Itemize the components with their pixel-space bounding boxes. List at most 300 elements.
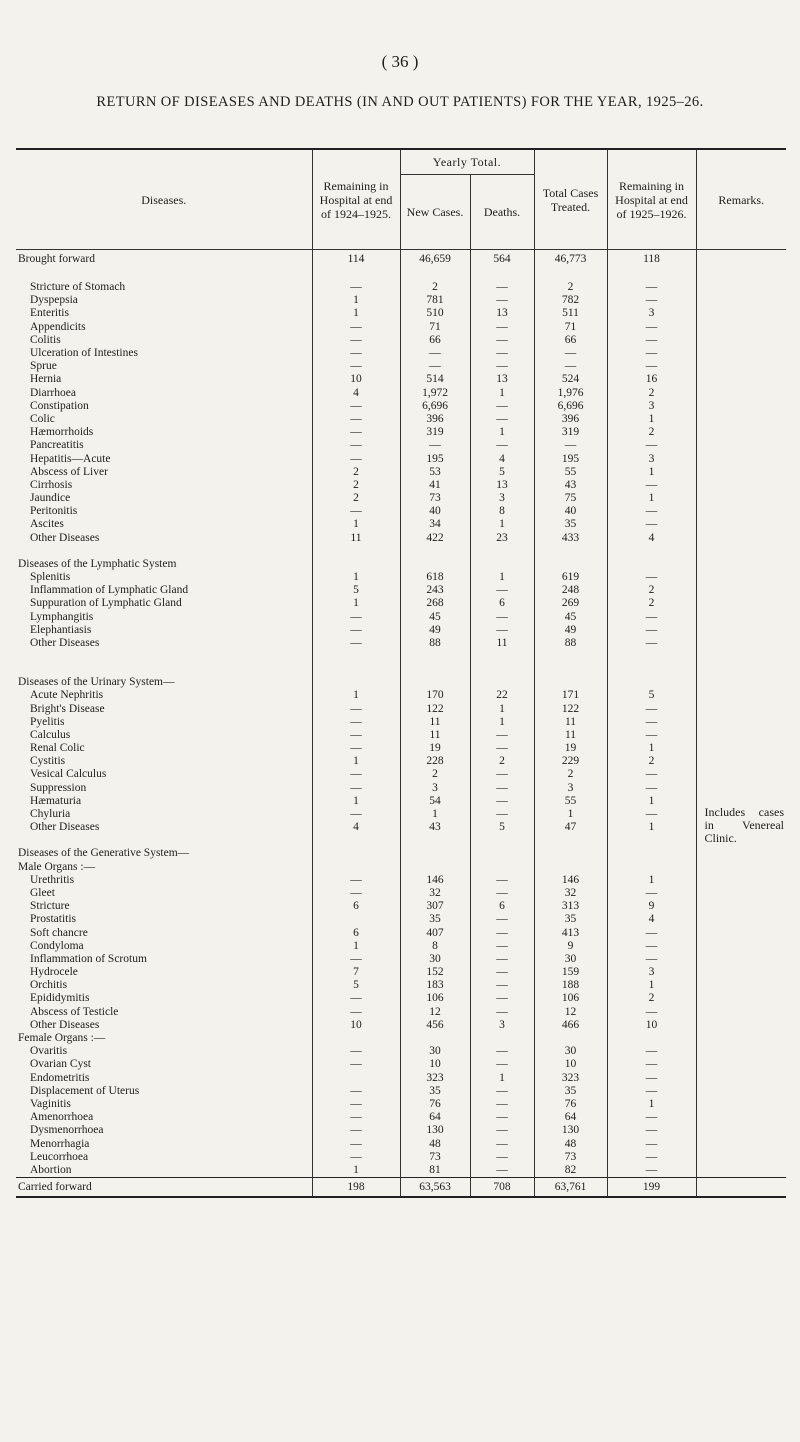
col-header-yearly-total: Yearly Total. xyxy=(400,149,534,175)
remaining-end-cell: 4 xyxy=(607,532,696,545)
carried-forward-total: 63,761 xyxy=(534,1178,607,1198)
disease-name: Suppression xyxy=(30,781,87,794)
spacer-row xyxy=(16,663,786,676)
disease-name: Other Diseases xyxy=(30,636,100,649)
remaining-end-cell: — xyxy=(607,1085,696,1098)
remaining-cell xyxy=(312,650,400,663)
remaining-end-cell: 2 xyxy=(607,992,696,1005)
deaths-cell: — xyxy=(470,1111,534,1124)
remaining-cell: 6 xyxy=(312,900,400,913)
total-cell xyxy=(534,1032,607,1045)
deaths-cell xyxy=(470,861,534,874)
deaths-cell: — xyxy=(470,1006,534,1019)
remaining-end-cell: — xyxy=(607,1058,696,1071)
total-cell: 619 xyxy=(534,571,607,584)
table-row xyxy=(16,966,786,979)
carried-forward-remarks xyxy=(696,1178,786,1198)
new-cases-cell: 514 xyxy=(400,373,470,386)
remaining-end-cell: 2 xyxy=(607,597,696,610)
remaining-end-cell: — xyxy=(607,953,696,966)
remaining-end-cell: 3 xyxy=(607,452,696,465)
brought-forward-total: 46,773 xyxy=(534,250,607,269)
total-cell: 106 xyxy=(534,992,607,1005)
remaining-end-cell: — xyxy=(607,624,696,637)
remaining-cell: — xyxy=(312,413,400,426)
brought-forward-remaining: 114 xyxy=(312,250,400,269)
disease-name: Enteritis xyxy=(30,307,69,320)
new-cases-cell: 81 xyxy=(400,1164,470,1178)
new-cases-cell: 34 xyxy=(400,518,470,531)
remaining-end-cell: — xyxy=(607,887,696,900)
remaining-cell: 1 xyxy=(312,518,400,531)
table-row xyxy=(16,716,786,729)
remaining-cell: 5 xyxy=(312,979,400,992)
deaths-cell: 1 xyxy=(470,518,534,531)
total-cell: 511 xyxy=(534,307,607,320)
deaths-cell: — xyxy=(470,992,534,1005)
remaining-cell xyxy=(312,268,400,281)
new-cases-cell: 195 xyxy=(400,452,470,465)
deaths-cell: 6 xyxy=(470,900,534,913)
disease-name: Epididymitis xyxy=(30,992,90,1005)
total-cell: 10 xyxy=(534,1058,607,1071)
total-cell xyxy=(534,834,607,847)
total-cell xyxy=(534,676,607,689)
new-cases-cell: 54 xyxy=(400,795,470,808)
total-cell: 782 xyxy=(534,294,607,307)
deaths-cell xyxy=(470,834,534,847)
new-cases-cell: 66 xyxy=(400,334,470,347)
deaths-cell: 1 xyxy=(470,426,534,439)
disease-name: Hernia xyxy=(30,373,62,386)
disease-name: Pyelitis xyxy=(30,715,65,728)
table-row xyxy=(16,940,786,953)
total-cell: 3 xyxy=(534,782,607,795)
disease-name: Cystitis xyxy=(30,755,66,768)
remaining-end-cell xyxy=(607,268,696,281)
remaining-end-cell: 1 xyxy=(607,821,696,834)
table-row xyxy=(16,689,786,702)
new-cases-cell: — xyxy=(400,360,470,373)
remaining-end-cell: — xyxy=(607,768,696,781)
remaining-end-cell: — xyxy=(607,940,696,953)
remaining-cell: 1 xyxy=(312,307,400,320)
deaths-cell: — xyxy=(470,782,534,795)
new-cases-cell: 323 xyxy=(400,1072,470,1085)
new-cases-cell: 152 xyxy=(400,966,470,979)
remaining-cell: — xyxy=(312,1085,400,1098)
table-row xyxy=(16,637,786,650)
deaths-cell: 13 xyxy=(470,479,534,492)
deaths-cell: — xyxy=(470,439,534,452)
remarks-note: Includes cases in Venereal Clinic. xyxy=(704,805,784,845)
disease-name: Dysmenorrhoea xyxy=(30,1124,104,1137)
disease-name: Peritonitis xyxy=(30,505,78,518)
remaining-cell: 1 xyxy=(312,597,400,610)
disease-name: Suppuration of Lymphatic Gland xyxy=(30,597,182,610)
disease-name: Cirrhosis xyxy=(30,478,73,491)
carried-forward-remaining-end: 199 xyxy=(607,1178,696,1198)
spacer-row xyxy=(16,268,786,281)
new-cases-cell: 243 xyxy=(400,584,470,597)
remaining-end-cell: 1 xyxy=(607,413,696,426)
disease-name: Endometritis xyxy=(30,1071,90,1084)
new-cases-cell: 396 xyxy=(400,413,470,426)
new-cases-cell: 11 xyxy=(400,729,470,742)
table-row xyxy=(16,979,786,992)
total-cell: 524 xyxy=(534,373,607,386)
remaining-end-cell: — xyxy=(607,808,696,821)
disease-name: Amenorrhoea xyxy=(30,1111,94,1124)
disease-name: Jaundice xyxy=(30,492,71,505)
remaining-end-cell: — xyxy=(607,505,696,518)
deaths-cell: — xyxy=(470,795,534,808)
new-cases-cell: 12 xyxy=(400,1006,470,1019)
disease-name: Sprue xyxy=(30,360,57,373)
new-cases-cell: 43 xyxy=(400,821,470,834)
remaining-cell: — xyxy=(312,611,400,624)
new-cases-cell: 130 xyxy=(400,1124,470,1137)
table-row xyxy=(16,755,786,768)
remaining-cell: — xyxy=(312,1098,400,1111)
total-cell: 396 xyxy=(534,413,607,426)
new-cases-cell xyxy=(400,545,470,558)
deaths-cell: 1 xyxy=(470,716,534,729)
remaining-cell: — xyxy=(312,400,400,413)
remaining-cell: — xyxy=(312,808,400,821)
total-cell: — xyxy=(534,439,607,452)
deaths-cell: — xyxy=(470,913,534,926)
remaining-cell: 11 xyxy=(312,532,400,545)
remaining-end-cell xyxy=(607,861,696,874)
deaths-cell: — xyxy=(470,768,534,781)
new-cases-cell xyxy=(400,558,470,571)
remaining-cell: 1 xyxy=(312,795,400,808)
remaining-end-cell: — xyxy=(607,1111,696,1124)
total-cell: 188 xyxy=(534,979,607,992)
section-header-row xyxy=(16,1032,786,1045)
remaining-cell xyxy=(312,861,400,874)
remaining-end-cell: — xyxy=(607,637,696,650)
deaths-cell: — xyxy=(470,400,534,413)
remaining-cell: — xyxy=(312,1137,400,1150)
table-row xyxy=(16,953,786,966)
remaining-end-cell xyxy=(607,558,696,571)
remaining-cell: — xyxy=(312,702,400,715)
deaths-cell: 6 xyxy=(470,597,534,610)
remaining-end-cell: — xyxy=(607,1072,696,1085)
new-cases-cell: 1 xyxy=(400,808,470,821)
table-row xyxy=(16,808,786,821)
new-cases-cell: 45 xyxy=(400,611,470,624)
disease-name: Ovarian Cyst xyxy=(30,1058,92,1071)
deaths-cell: 1 xyxy=(470,702,534,715)
disease-name: Inflammation of Lymphatic Gland xyxy=(30,584,189,597)
remaining-cell xyxy=(312,663,400,676)
spacer-cell xyxy=(16,268,312,281)
deaths-cell: — xyxy=(470,1137,534,1150)
new-cases-cell: 3 xyxy=(400,782,470,795)
remaining-end-cell: 1 xyxy=(607,1098,696,1111)
table-row xyxy=(16,334,786,347)
new-cases-cell: 319 xyxy=(400,426,470,439)
remaining-cell: — xyxy=(312,1151,400,1164)
disease-name: Pancreatitis xyxy=(30,439,84,452)
remaining-end-cell: 5 xyxy=(607,689,696,702)
col-header-remarks: Remarks. xyxy=(696,149,786,250)
remaining-end-cell: — xyxy=(607,782,696,795)
disease-name: Calculus xyxy=(30,728,71,741)
new-cases-cell xyxy=(400,847,470,860)
table-row xyxy=(16,584,786,597)
remaining-end-cell: — xyxy=(607,926,696,939)
remaining-cell xyxy=(312,558,400,571)
deaths-cell: 22 xyxy=(470,689,534,702)
total-cell: 323 xyxy=(534,1072,607,1085)
table-row xyxy=(16,321,786,334)
remaining-end-cell: 3 xyxy=(607,400,696,413)
total-cell: 49 xyxy=(534,624,607,637)
remaining-cell xyxy=(312,1072,400,1085)
deaths-cell: — xyxy=(470,334,534,347)
remaining-end-cell: — xyxy=(607,281,696,294)
new-cases-cell: 35 xyxy=(400,1085,470,1098)
remaining-end-cell: 1 xyxy=(607,979,696,992)
deaths-cell: — xyxy=(470,1124,534,1137)
table-row xyxy=(16,294,786,307)
table-row xyxy=(16,992,786,1005)
new-cases-cell xyxy=(400,676,470,689)
table-row xyxy=(16,874,786,887)
page-title: RETURN OF DISEASES AND DEATHS (IN AND OUT PATIENTS) FOR THE YEAR, 1925–26. xyxy=(96,94,704,110)
disease-name: Urethritis xyxy=(30,873,75,886)
disease-name: Lymphangitis xyxy=(30,610,94,623)
remaining-end-cell: 1 xyxy=(607,742,696,755)
deaths-cell: — xyxy=(470,321,534,334)
disease-name: Appendicits xyxy=(30,320,86,333)
remaining-cell xyxy=(312,834,400,847)
remaining-cell: — xyxy=(312,1058,400,1071)
total-cell: 146 xyxy=(534,874,607,887)
new-cases-cell: 2 xyxy=(400,281,470,294)
remaining-cell: — xyxy=(312,624,400,637)
remaining-end-cell: — xyxy=(607,1164,696,1178)
table-row xyxy=(16,1085,786,1098)
total-cell: 433 xyxy=(534,532,607,545)
deaths-cell: — xyxy=(470,1098,534,1111)
table-footer xyxy=(16,1178,786,1198)
table-row xyxy=(16,1124,786,1137)
table-row xyxy=(16,439,786,452)
table-header xyxy=(16,149,786,250)
remaining-end-cell xyxy=(607,834,696,847)
total-cell: 35 xyxy=(534,913,607,926)
new-cases-cell: 307 xyxy=(400,900,470,913)
remaining-end-cell: — xyxy=(607,1137,696,1150)
table-row xyxy=(16,624,786,637)
remaining-cell: — xyxy=(312,768,400,781)
deaths-cell: 2 xyxy=(470,755,534,768)
remaining-cell: — xyxy=(312,992,400,1005)
total-cell: 82 xyxy=(534,1164,607,1178)
section-header: Diseases of the Generative System— xyxy=(18,847,190,860)
section-header: Diseases of the Urinary System— xyxy=(18,676,175,689)
deaths-cell: 1 xyxy=(470,1072,534,1085)
deaths-cell xyxy=(470,545,534,558)
deaths-cell: 13 xyxy=(470,307,534,320)
new-cases-cell: 73 xyxy=(400,492,470,505)
disease-name: Acute Nephritis xyxy=(30,689,104,702)
new-cases-cell: 781 xyxy=(400,294,470,307)
total-cell xyxy=(534,861,607,874)
remaining-cell: — xyxy=(312,729,400,742)
new-cases-cell: 49 xyxy=(400,624,470,637)
remaining-end-cell: 9 xyxy=(607,900,696,913)
table-row xyxy=(16,505,786,518)
remaining-cell xyxy=(312,847,400,860)
remaining-end-cell: — xyxy=(607,1151,696,1164)
remaining-cell: — xyxy=(312,1124,400,1137)
total-cell: 130 xyxy=(534,1124,607,1137)
deaths-cell: 1 xyxy=(470,571,534,584)
remaining-end-cell xyxy=(607,847,696,860)
table-row xyxy=(16,373,786,386)
remaining-end-cell: 4 xyxy=(607,913,696,926)
deaths-cell xyxy=(470,676,534,689)
new-cases-cell: 456 xyxy=(400,1019,470,1032)
remaining-cell: 1 xyxy=(312,689,400,702)
new-cases-cell: 106 xyxy=(400,992,470,1005)
remaining-cell: — xyxy=(312,321,400,334)
total-cell: 313 xyxy=(534,900,607,913)
total-cell: 88 xyxy=(534,637,607,650)
brought-forward-deaths: 564 xyxy=(470,250,534,269)
deaths-cell: — xyxy=(470,742,534,755)
remaining-end-cell: 2 xyxy=(607,584,696,597)
deaths-cell xyxy=(470,268,534,281)
disease-name: Prostatitis xyxy=(30,913,77,926)
disease-name: Other Diseases xyxy=(30,531,100,544)
table-row xyxy=(16,1111,786,1124)
table-row xyxy=(16,452,786,465)
total-cell: 1 xyxy=(534,808,607,821)
total-cell: 30 xyxy=(534,953,607,966)
remaining-cell: — xyxy=(312,360,400,373)
table-row xyxy=(16,821,786,834)
total-cell: 413 xyxy=(534,926,607,939)
brought-forward-remaining-end: 118 xyxy=(607,250,696,269)
new-cases-cell: 71 xyxy=(400,321,470,334)
total-cell: 66 xyxy=(534,334,607,347)
deaths-cell: — xyxy=(470,887,534,900)
remaining-end-cell: 2 xyxy=(607,426,696,439)
carried-forward-row xyxy=(16,1178,786,1198)
remaining-cell: 4 xyxy=(312,821,400,834)
total-cell: — xyxy=(534,360,607,373)
table-row xyxy=(16,479,786,492)
table-row xyxy=(16,900,786,913)
total-cell: 75 xyxy=(534,492,607,505)
new-cases-cell xyxy=(400,1032,470,1045)
remaining-end-cell: 1 xyxy=(607,874,696,887)
remaining-cell: 1 xyxy=(312,940,400,953)
remaining-cell: — xyxy=(312,1045,400,1058)
col-header-deaths: Deaths. xyxy=(470,175,534,250)
disease-name: Elephantiasis xyxy=(30,623,92,636)
deaths-cell: — xyxy=(470,294,534,307)
total-cell: 19 xyxy=(534,742,607,755)
new-cases-cell: 30 xyxy=(400,953,470,966)
deaths-cell: — xyxy=(470,281,534,294)
total-cell: 55 xyxy=(534,466,607,479)
new-cases-cell: — xyxy=(400,347,470,360)
carried-forward-deaths: 708 xyxy=(470,1178,534,1198)
col-header-diseases: Diseases. xyxy=(16,149,312,250)
remaining-cell: 1 xyxy=(312,1164,400,1178)
remaining-cell xyxy=(312,1032,400,1045)
new-cases-cell: 183 xyxy=(400,979,470,992)
new-cases-cell xyxy=(400,861,470,874)
disease-name: Menorrhagia xyxy=(30,1137,90,1150)
spacer-cell xyxy=(16,650,312,663)
deaths-cell: — xyxy=(470,808,534,821)
table-row xyxy=(16,466,786,479)
remaining-cell: — xyxy=(312,281,400,294)
new-cases-cell: 76 xyxy=(400,1098,470,1111)
remaining-cell: — xyxy=(312,887,400,900)
table-row xyxy=(16,1006,786,1019)
new-cases-cell: 10 xyxy=(400,1058,470,1071)
remaining-cell: 2 xyxy=(312,466,400,479)
new-cases-cell xyxy=(400,650,470,663)
total-cell xyxy=(534,663,607,676)
deaths-cell: — xyxy=(470,1058,534,1071)
diseases-table xyxy=(16,148,786,1198)
table-row xyxy=(16,426,786,439)
remaining-cell: — xyxy=(312,505,400,518)
deaths-cell: — xyxy=(470,874,534,887)
deaths-cell: — xyxy=(470,584,534,597)
disease-name: Vaginitis xyxy=(30,1097,71,1110)
disease-name: Vesical Calculus xyxy=(30,768,107,781)
total-cell: 32 xyxy=(534,887,607,900)
remaining-end-cell: 16 xyxy=(607,373,696,386)
total-cell: 12 xyxy=(534,1006,607,1019)
new-cases-cell: 11 xyxy=(400,716,470,729)
table-row xyxy=(16,281,786,294)
remaining-end-cell: 1 xyxy=(607,466,696,479)
remaining-cell: 10 xyxy=(312,373,400,386)
new-cases-cell xyxy=(400,663,470,676)
disease-name: Condyloma xyxy=(30,939,84,952)
total-cell: 48 xyxy=(534,1137,607,1150)
new-cases-cell: 2 xyxy=(400,768,470,781)
remaining-cell: — xyxy=(312,874,400,887)
col-header-remaining-start: Remaining in Hospital at end of 1924–1925. xyxy=(312,149,400,250)
disease-name: Ulceration of Intestines xyxy=(30,347,138,360)
remaining-end-cell: 1 xyxy=(607,492,696,505)
deaths-cell: 23 xyxy=(470,532,534,545)
carried-forward-remaining: 198 xyxy=(312,1178,400,1198)
total-cell: 2 xyxy=(534,768,607,781)
table-row xyxy=(16,307,786,320)
deaths-cell: — xyxy=(470,966,534,979)
remaining-cell: 1 xyxy=(312,294,400,307)
deaths-cell: — xyxy=(470,1151,534,1164)
disease-name: Inflammation of Scrotum xyxy=(30,952,147,965)
table-row xyxy=(16,611,786,624)
table-row xyxy=(16,1151,786,1164)
